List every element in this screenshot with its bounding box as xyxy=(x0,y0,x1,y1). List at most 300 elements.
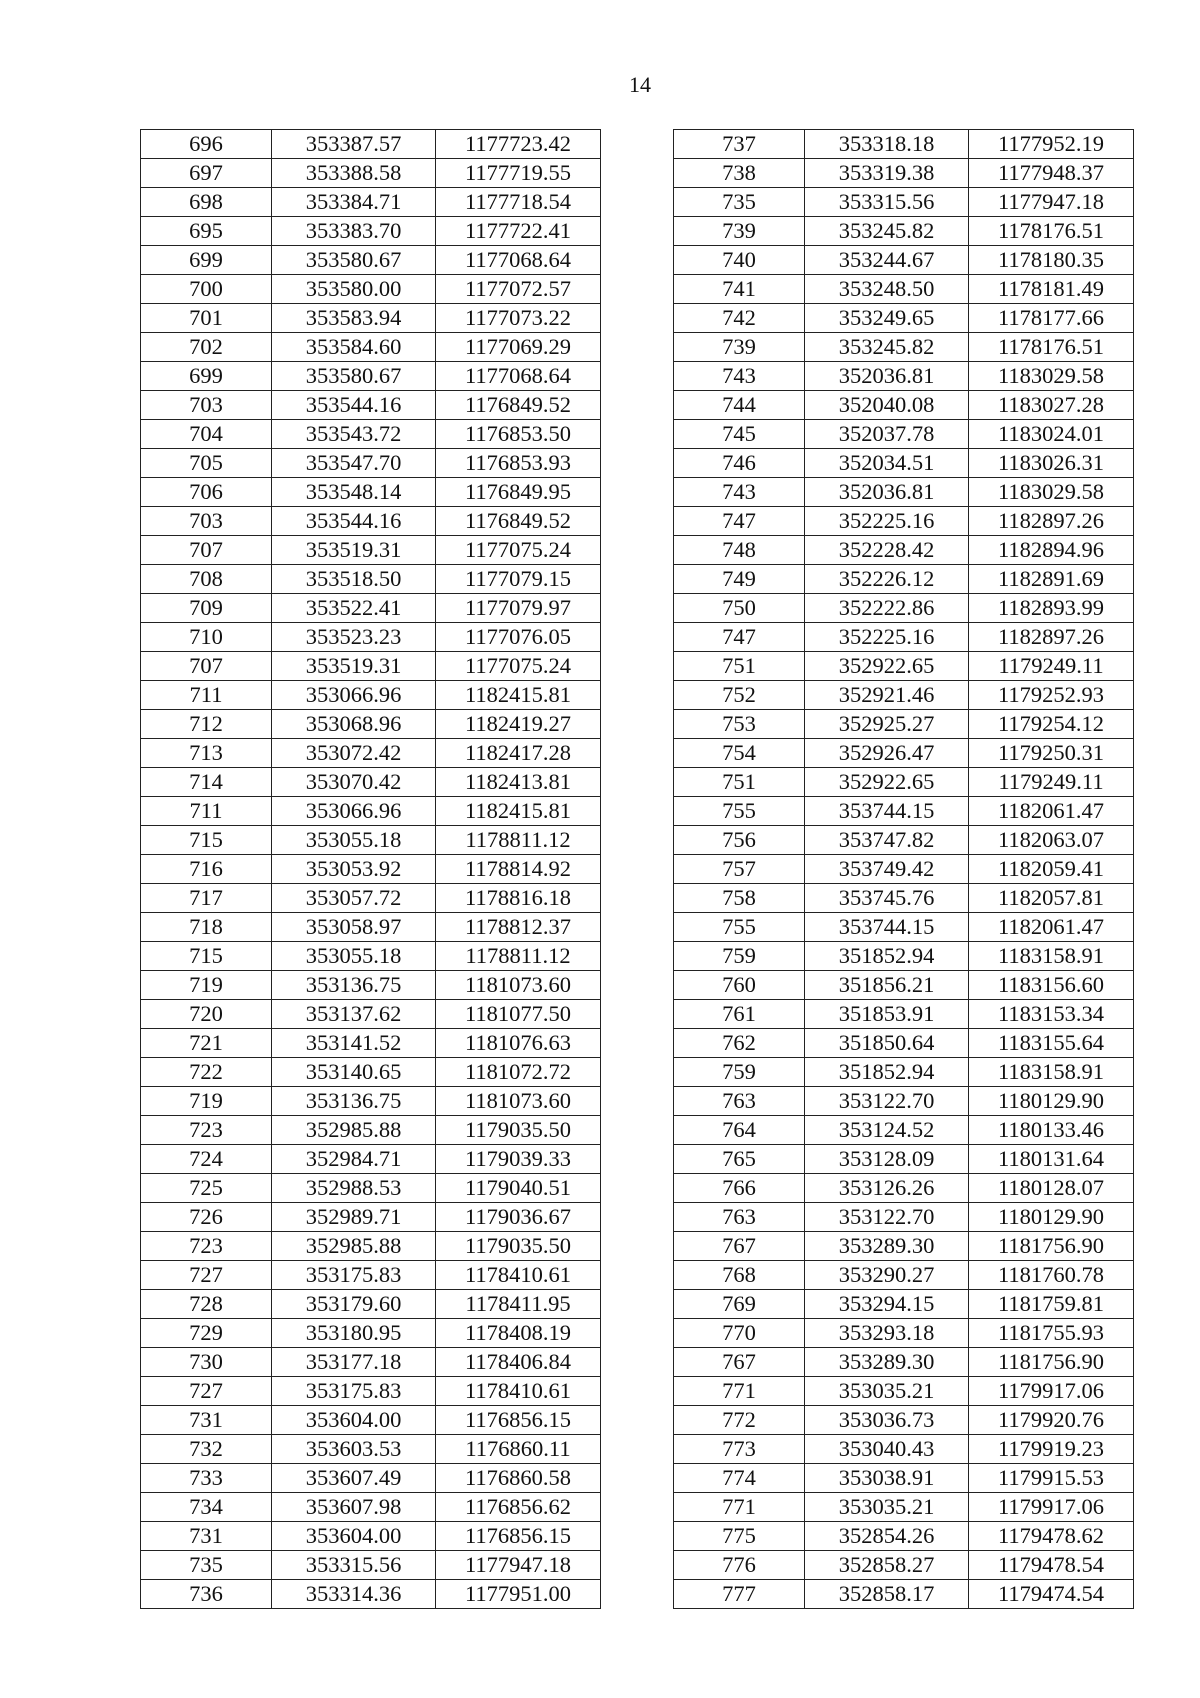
point-number-cell: 706 xyxy=(141,478,272,507)
point-number-cell: 758 xyxy=(674,884,805,913)
y-coordinate-cell: 1178406.84 xyxy=(436,1348,601,1377)
y-coordinate-cell: 1180133.46 xyxy=(969,1116,1134,1145)
table-row xyxy=(141,1058,601,1087)
y-coordinate-cell: 1183156.60 xyxy=(969,971,1134,1000)
table-row xyxy=(141,652,601,681)
point-number-cell: 703 xyxy=(141,391,272,420)
x-coordinate-cell: 353035.21 xyxy=(805,1377,969,1406)
y-coordinate-cell: 1178181.49 xyxy=(969,275,1134,304)
point-number-cell: 711 xyxy=(141,797,272,826)
y-coordinate-cell: 1179036.67 xyxy=(436,1203,601,1232)
x-coordinate-cell: 352037.78 xyxy=(805,420,969,449)
table-row xyxy=(141,855,601,884)
y-coordinate-cell: 1179035.50 xyxy=(436,1116,601,1145)
x-coordinate-cell: 353175.83 xyxy=(272,1261,436,1290)
y-coordinate-cell: 1176853.93 xyxy=(436,449,601,478)
x-coordinate-cell: 351850.64 xyxy=(805,1029,969,1058)
y-coordinate-cell: 1176849.95 xyxy=(436,478,601,507)
table-row xyxy=(674,1058,1134,1087)
x-coordinate-cell: 353179.60 xyxy=(272,1290,436,1319)
x-coordinate-cell: 351852.94 xyxy=(805,1058,969,1087)
x-coordinate-cell: 352034.51 xyxy=(805,449,969,478)
point-number-cell: 752 xyxy=(674,681,805,710)
table-row xyxy=(674,884,1134,913)
x-coordinate-cell: 352036.81 xyxy=(805,478,969,507)
x-coordinate-cell: 353523.23 xyxy=(272,623,436,652)
y-coordinate-cell: 1183027.28 xyxy=(969,391,1134,420)
x-coordinate-cell: 353544.16 xyxy=(272,507,436,536)
point-number-cell: 723 xyxy=(141,1116,272,1145)
point-number-cell: 764 xyxy=(674,1116,805,1145)
point-number-cell: 776 xyxy=(674,1551,805,1580)
table-row xyxy=(674,1580,1134,1609)
table-row xyxy=(674,1435,1134,1464)
table-row xyxy=(141,536,601,565)
y-coordinate-cell: 1182415.81 xyxy=(436,681,601,710)
x-coordinate-cell: 353547.70 xyxy=(272,449,436,478)
point-number-cell: 715 xyxy=(141,826,272,855)
x-coordinate-cell: 353249.65 xyxy=(805,304,969,333)
table-row xyxy=(674,536,1134,565)
y-coordinate-cell: 1182413.81 xyxy=(436,768,601,797)
x-coordinate-cell: 352988.53 xyxy=(272,1174,436,1203)
table-row xyxy=(141,246,601,275)
table-row xyxy=(141,826,601,855)
point-number-cell: 732 xyxy=(141,1435,272,1464)
point-number-cell: 719 xyxy=(141,1087,272,1116)
x-coordinate-cell: 353604.00 xyxy=(272,1522,436,1551)
table-row xyxy=(141,1551,601,1580)
x-coordinate-cell: 353066.96 xyxy=(272,797,436,826)
x-coordinate-cell: 353518.50 xyxy=(272,565,436,594)
x-coordinate-cell: 353289.30 xyxy=(805,1348,969,1377)
point-number-cell: 701 xyxy=(141,304,272,333)
y-coordinate-cell: 1177075.24 xyxy=(436,536,601,565)
table-row xyxy=(141,884,601,913)
x-coordinate-cell: 353177.18 xyxy=(272,1348,436,1377)
table-row xyxy=(674,1522,1134,1551)
point-number-cell: 710 xyxy=(141,623,272,652)
y-coordinate-cell: 1178410.61 xyxy=(436,1261,601,1290)
point-number-cell: 747 xyxy=(674,623,805,652)
point-number-cell: 767 xyxy=(674,1232,805,1261)
y-coordinate-cell: 1177951.00 xyxy=(436,1580,601,1609)
x-coordinate-cell: 353603.53 xyxy=(272,1435,436,1464)
x-coordinate-cell: 353057.72 xyxy=(272,884,436,913)
y-coordinate-cell: 1183029.58 xyxy=(969,478,1134,507)
point-number-cell: 755 xyxy=(674,797,805,826)
point-number-cell: 744 xyxy=(674,391,805,420)
table-row xyxy=(674,652,1134,681)
y-coordinate-cell: 1176860.58 xyxy=(436,1464,601,1493)
x-coordinate-cell: 351853.91 xyxy=(805,1000,969,1029)
x-coordinate-cell: 352854.26 xyxy=(805,1522,969,1551)
point-number-cell: 696 xyxy=(141,130,272,159)
table-row xyxy=(141,1464,601,1493)
x-coordinate-cell: 352984.71 xyxy=(272,1145,436,1174)
y-coordinate-cell: 1176853.50 xyxy=(436,420,601,449)
x-coordinate-cell: 351852.94 xyxy=(805,942,969,971)
y-coordinate-cell: 1178410.61 xyxy=(436,1377,601,1406)
point-number-cell: 762 xyxy=(674,1029,805,1058)
x-coordinate-cell: 352926.47 xyxy=(805,739,969,768)
table-row xyxy=(674,710,1134,739)
point-number-cell: 721 xyxy=(141,1029,272,1058)
table-row xyxy=(674,1464,1134,1493)
y-coordinate-cell: 1180131.64 xyxy=(969,1145,1134,1174)
table-row xyxy=(674,855,1134,884)
y-coordinate-cell: 1178811.12 xyxy=(436,942,601,971)
table-row xyxy=(141,449,601,478)
x-coordinate-cell: 353583.94 xyxy=(272,304,436,333)
x-coordinate-cell: 353315.56 xyxy=(805,188,969,217)
y-coordinate-cell: 1179920.76 xyxy=(969,1406,1134,1435)
x-coordinate-cell: 352036.81 xyxy=(805,362,969,391)
table-row xyxy=(674,739,1134,768)
y-coordinate-cell: 1180129.90 xyxy=(969,1087,1134,1116)
table-row xyxy=(141,594,601,623)
table-row xyxy=(674,1000,1134,1029)
table-row xyxy=(674,1493,1134,1522)
point-number-cell: 763 xyxy=(674,1087,805,1116)
y-coordinate-cell: 1176860.11 xyxy=(436,1435,601,1464)
point-number-cell: 743 xyxy=(674,362,805,391)
x-coordinate-cell: 353136.75 xyxy=(272,971,436,1000)
x-coordinate-cell: 353175.83 xyxy=(272,1377,436,1406)
table-row xyxy=(674,1116,1134,1145)
x-coordinate-cell: 353744.15 xyxy=(805,913,969,942)
page-number: 14 xyxy=(629,72,651,97)
y-coordinate-cell: 1177069.29 xyxy=(436,333,601,362)
x-coordinate-cell: 353543.72 xyxy=(272,420,436,449)
y-coordinate-cell: 1183024.01 xyxy=(969,420,1134,449)
table-row xyxy=(141,681,601,710)
y-coordinate-cell: 1177722.41 xyxy=(436,217,601,246)
y-coordinate-cell: 1182897.26 xyxy=(969,623,1134,652)
table-row xyxy=(141,1406,601,1435)
point-number-cell: 742 xyxy=(674,304,805,333)
x-coordinate-cell: 353053.92 xyxy=(272,855,436,884)
point-number-cell: 731 xyxy=(141,1522,272,1551)
y-coordinate-cell: 1179035.50 xyxy=(436,1232,601,1261)
x-coordinate-cell: 352225.16 xyxy=(805,507,969,536)
y-coordinate-cell: 1177718.54 xyxy=(436,188,601,217)
table-row xyxy=(674,623,1134,652)
y-coordinate-cell: 1182891.69 xyxy=(969,565,1134,594)
point-number-cell: 711 xyxy=(141,681,272,710)
y-coordinate-cell: 1176856.62 xyxy=(436,1493,601,1522)
x-coordinate-cell: 353580.67 xyxy=(272,362,436,391)
point-number-cell: 759 xyxy=(674,1058,805,1087)
y-coordinate-cell: 1183029.58 xyxy=(969,362,1134,391)
y-coordinate-cell: 1177079.15 xyxy=(436,565,601,594)
y-coordinate-cell: 1179249.11 xyxy=(969,652,1134,681)
y-coordinate-cell: 1181760.78 xyxy=(969,1261,1134,1290)
point-number-cell: 737 xyxy=(674,130,805,159)
table-row xyxy=(141,797,601,826)
point-number-cell: 735 xyxy=(674,188,805,217)
point-number-cell: 765 xyxy=(674,1145,805,1174)
y-coordinate-cell: 1181076.63 xyxy=(436,1029,601,1058)
table-row xyxy=(141,1377,601,1406)
table-row xyxy=(674,362,1134,391)
y-coordinate-cell: 1179040.51 xyxy=(436,1174,601,1203)
table-row xyxy=(141,478,601,507)
point-number-cell: 756 xyxy=(674,826,805,855)
table-row xyxy=(141,623,601,652)
x-coordinate-cell: 353544.16 xyxy=(272,391,436,420)
y-coordinate-cell: 1177075.24 xyxy=(436,652,601,681)
table-row xyxy=(141,942,601,971)
y-coordinate-cell: 1179478.62 xyxy=(969,1522,1134,1551)
x-coordinate-cell: 353035.21 xyxy=(805,1493,969,1522)
y-coordinate-cell: 1182063.07 xyxy=(969,826,1134,855)
point-number-cell: 755 xyxy=(674,913,805,942)
point-number-cell: 753 xyxy=(674,710,805,739)
x-coordinate-cell: 353384.71 xyxy=(272,188,436,217)
point-number-cell: 708 xyxy=(141,565,272,594)
y-coordinate-cell: 1179919.23 xyxy=(969,1435,1134,1464)
table-row xyxy=(674,333,1134,362)
y-coordinate-cell: 1176856.15 xyxy=(436,1522,601,1551)
table-row xyxy=(674,1261,1134,1290)
x-coordinate-cell: 352222.86 xyxy=(805,594,969,623)
table-row xyxy=(141,130,601,159)
point-number-cell: 702 xyxy=(141,333,272,362)
point-number-cell: 705 xyxy=(141,449,272,478)
table-row xyxy=(141,275,601,304)
point-number-cell: 741 xyxy=(674,275,805,304)
table-row xyxy=(141,1319,601,1348)
point-number-cell: 736 xyxy=(141,1580,272,1609)
table-row xyxy=(674,1377,1134,1406)
table-row xyxy=(141,565,601,594)
x-coordinate-cell: 353070.42 xyxy=(272,768,436,797)
point-number-cell: 738 xyxy=(674,159,805,188)
table-row xyxy=(674,1348,1134,1377)
table-row xyxy=(674,304,1134,333)
x-coordinate-cell: 353058.97 xyxy=(272,913,436,942)
point-number-cell: 709 xyxy=(141,594,272,623)
y-coordinate-cell: 1182419.27 xyxy=(436,710,601,739)
point-number-cell: 714 xyxy=(141,768,272,797)
point-number-cell: 704 xyxy=(141,420,272,449)
table-row xyxy=(141,391,601,420)
coordinates-table-right xyxy=(673,129,1134,1609)
point-number-cell: 713 xyxy=(141,739,272,768)
table-row xyxy=(674,768,1134,797)
table-row xyxy=(141,1348,601,1377)
x-coordinate-cell: 353383.70 xyxy=(272,217,436,246)
y-coordinate-cell: 1182061.47 xyxy=(969,913,1134,942)
point-number-cell: 726 xyxy=(141,1203,272,1232)
x-coordinate-cell: 353244.67 xyxy=(805,246,969,275)
y-coordinate-cell: 1177079.97 xyxy=(436,594,601,623)
y-coordinate-cell: 1182417.28 xyxy=(436,739,601,768)
y-coordinate-cell: 1177948.37 xyxy=(969,159,1134,188)
x-coordinate-cell: 353128.09 xyxy=(805,1145,969,1174)
x-coordinate-cell: 353072.42 xyxy=(272,739,436,768)
x-coordinate-cell: 353314.36 xyxy=(272,1580,436,1609)
point-number-cell: 774 xyxy=(674,1464,805,1493)
table-row xyxy=(674,1087,1134,1116)
point-number-cell: 750 xyxy=(674,594,805,623)
point-number-cell: 754 xyxy=(674,739,805,768)
y-coordinate-cell: 1182415.81 xyxy=(436,797,601,826)
y-coordinate-cell: 1178408.19 xyxy=(436,1319,601,1348)
table-row xyxy=(141,913,601,942)
table-row xyxy=(674,1203,1134,1232)
table-row xyxy=(141,1522,601,1551)
table-row xyxy=(141,1087,601,1116)
point-number-cell: 735 xyxy=(141,1551,272,1580)
y-coordinate-cell: 1182057.81 xyxy=(969,884,1134,913)
coordinates-table-left xyxy=(140,129,601,1609)
x-coordinate-cell: 353522.41 xyxy=(272,594,436,623)
table-row xyxy=(674,797,1134,826)
x-coordinate-cell: 353315.56 xyxy=(272,1551,436,1580)
x-coordinate-cell: 353036.73 xyxy=(805,1406,969,1435)
y-coordinate-cell: 1176849.52 xyxy=(436,391,601,420)
y-coordinate-cell: 1182893.99 xyxy=(969,594,1134,623)
x-coordinate-cell: 353318.18 xyxy=(805,130,969,159)
x-coordinate-cell: 353607.98 xyxy=(272,1493,436,1522)
x-coordinate-cell: 353388.58 xyxy=(272,159,436,188)
table-row xyxy=(674,971,1134,1000)
x-coordinate-cell: 352985.88 xyxy=(272,1116,436,1145)
x-coordinate-cell: 353319.38 xyxy=(805,159,969,188)
x-coordinate-cell: 353744.15 xyxy=(805,797,969,826)
y-coordinate-cell: 1179250.31 xyxy=(969,739,1134,768)
table-row xyxy=(141,420,601,449)
table-row xyxy=(674,565,1134,594)
point-number-cell: 730 xyxy=(141,1348,272,1377)
table-row xyxy=(674,275,1134,304)
x-coordinate-cell: 353290.27 xyxy=(805,1261,969,1290)
table-row xyxy=(141,1232,601,1261)
point-number-cell: 699 xyxy=(141,362,272,391)
x-coordinate-cell: 353745.76 xyxy=(805,884,969,913)
table-row xyxy=(141,1116,601,1145)
y-coordinate-cell: 1182061.47 xyxy=(969,797,1134,826)
x-coordinate-cell: 352921.46 xyxy=(805,681,969,710)
point-number-cell: 763 xyxy=(674,1203,805,1232)
x-coordinate-cell: 353126.26 xyxy=(805,1174,969,1203)
table-row xyxy=(141,1435,601,1464)
table-row xyxy=(674,1406,1134,1435)
table-row xyxy=(674,188,1134,217)
point-number-cell: 698 xyxy=(141,188,272,217)
y-coordinate-cell: 1179254.12 xyxy=(969,710,1134,739)
point-number-cell: 725 xyxy=(141,1174,272,1203)
x-coordinate-cell: 352040.08 xyxy=(805,391,969,420)
point-number-cell: 739 xyxy=(674,217,805,246)
table-row xyxy=(141,1493,601,1522)
y-coordinate-cell: 1177947.18 xyxy=(436,1551,601,1580)
y-coordinate-cell: 1183158.91 xyxy=(969,1058,1134,1087)
y-coordinate-cell: 1177068.64 xyxy=(436,362,601,391)
table-row xyxy=(674,159,1134,188)
x-coordinate-cell: 353141.52 xyxy=(272,1029,436,1058)
point-number-cell: 743 xyxy=(674,478,805,507)
x-coordinate-cell: 352228.42 xyxy=(805,536,969,565)
y-coordinate-cell: 1177072.57 xyxy=(436,275,601,304)
y-coordinate-cell: 1179249.11 xyxy=(969,768,1134,797)
x-coordinate-cell: 352225.16 xyxy=(805,623,969,652)
table-row xyxy=(674,913,1134,942)
point-number-cell: 773 xyxy=(674,1435,805,1464)
point-number-cell: 699 xyxy=(141,246,272,275)
point-number-cell: 770 xyxy=(674,1319,805,1348)
table-row xyxy=(674,1029,1134,1058)
point-number-cell: 715 xyxy=(141,942,272,971)
table-row xyxy=(141,1029,601,1058)
y-coordinate-cell: 1178814.92 xyxy=(436,855,601,884)
y-coordinate-cell: 1181073.60 xyxy=(436,971,601,1000)
y-coordinate-cell: 1180129.90 xyxy=(969,1203,1134,1232)
x-coordinate-cell: 353122.70 xyxy=(805,1087,969,1116)
point-number-cell: 761 xyxy=(674,1000,805,1029)
y-coordinate-cell: 1178411.95 xyxy=(436,1290,601,1319)
x-coordinate-cell: 353747.82 xyxy=(805,826,969,855)
x-coordinate-cell: 352226.12 xyxy=(805,565,969,594)
point-number-cell: 703 xyxy=(141,507,272,536)
point-number-cell: 747 xyxy=(674,507,805,536)
table-row xyxy=(674,681,1134,710)
y-coordinate-cell: 1178812.37 xyxy=(436,913,601,942)
point-number-cell: 749 xyxy=(674,565,805,594)
y-coordinate-cell: 1181072.72 xyxy=(436,1058,601,1087)
table-row xyxy=(141,507,601,536)
x-coordinate-cell: 353245.82 xyxy=(805,333,969,362)
point-number-cell: 733 xyxy=(141,1464,272,1493)
x-coordinate-cell: 353604.00 xyxy=(272,1406,436,1435)
x-coordinate-cell: 353038.91 xyxy=(805,1464,969,1493)
table-row xyxy=(141,710,601,739)
x-coordinate-cell: 353584.60 xyxy=(272,333,436,362)
x-coordinate-cell: 353122.70 xyxy=(805,1203,969,1232)
table-row xyxy=(674,130,1134,159)
table-row xyxy=(141,188,601,217)
table-row xyxy=(141,1000,601,1029)
table-row xyxy=(141,739,601,768)
point-number-cell: 727 xyxy=(141,1377,272,1406)
x-coordinate-cell: 353245.82 xyxy=(805,217,969,246)
table-row xyxy=(674,1145,1134,1174)
point-number-cell: 718 xyxy=(141,913,272,942)
table-row xyxy=(141,159,601,188)
x-coordinate-cell: 353548.14 xyxy=(272,478,436,507)
table-row xyxy=(141,362,601,391)
point-number-cell: 772 xyxy=(674,1406,805,1435)
y-coordinate-cell: 1177723.42 xyxy=(436,130,601,159)
x-coordinate-cell: 353040.43 xyxy=(805,1435,969,1464)
table-row xyxy=(674,826,1134,855)
y-coordinate-cell: 1183158.91 xyxy=(969,942,1134,971)
point-number-cell: 719 xyxy=(141,971,272,1000)
table-row xyxy=(674,594,1134,623)
y-coordinate-cell: 1181755.93 xyxy=(969,1319,1134,1348)
y-coordinate-cell: 1182894.96 xyxy=(969,536,1134,565)
x-coordinate-cell: 353749.42 xyxy=(805,855,969,884)
point-number-cell: 716 xyxy=(141,855,272,884)
table-row xyxy=(674,942,1134,971)
x-coordinate-cell: 353066.96 xyxy=(272,681,436,710)
point-number-cell: 775 xyxy=(674,1522,805,1551)
table-row xyxy=(141,1580,601,1609)
x-coordinate-cell: 352858.27 xyxy=(805,1551,969,1580)
x-coordinate-cell: 352858.17 xyxy=(805,1580,969,1609)
